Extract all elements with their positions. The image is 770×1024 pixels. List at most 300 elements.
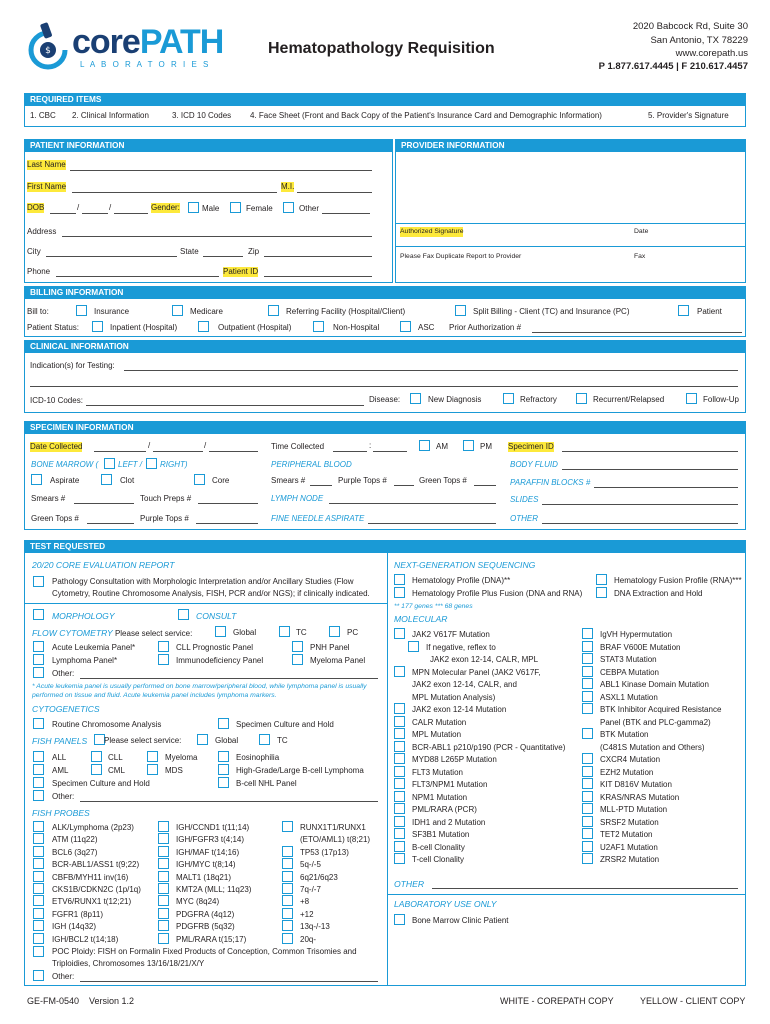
male-label: Male	[202, 204, 220, 213]
phone-field[interactable]	[56, 276, 219, 277]
zip-field[interactable]	[264, 256, 372, 257]
flow-item-checkbox[interactable]	[158, 641, 169, 652]
ploidy-checkbox[interactable]	[33, 946, 44, 957]
molecular-checkbox[interactable]	[582, 653, 593, 664]
probe-item: KMT2A (MLL; 11q23)	[176, 885, 252, 894]
molecular-checkbox[interactable]	[394, 853, 405, 864]
molecular-checkbox[interactable]	[394, 741, 405, 752]
touch-preps-label: Touch Preps #	[140, 494, 192, 503]
probe-item: RUNX1T1/RUNX1	[300, 823, 366, 832]
flow-note: * Acute leukemia panel is usually performed on bone marrow/peripheral blood, while lymphoma panel is usually performed on tissue and fluid. Acute leukemia panel includes lymphoma markers.	[32, 683, 367, 699]
molecular-item: JAK2 V617F Mutation	[412, 630, 490, 639]
right-label: RIGHT)	[160, 460, 188, 469]
probe-item: +12	[300, 909, 314, 919]
probe-checkbox[interactable]	[33, 908, 44, 919]
refractory-label: Refractory	[520, 395, 557, 404]
lymph-node-field[interactable]	[329, 503, 496, 504]
required-item: 1. CBC	[30, 111, 56, 120]
molecular-checkbox[interactable]	[408, 641, 419, 652]
gender-label: Gender:	[151, 203, 180, 212]
pb-green-tops-field[interactable]	[474, 485, 496, 486]
cyto-item-checkbox[interactable]	[33, 718, 44, 729]
inpatient-label: Inpatient (Hospital)	[110, 323, 178, 332]
touch-preps-field[interactable]	[198, 503, 258, 504]
molecular-checkbox[interactable]	[582, 628, 593, 639]
cyto-item: Routine Chromosome Analysis	[52, 720, 162, 729]
molecular-item: JAK2 exon 12-14, CALR, and	[412, 680, 517, 689]
molecular-item: Panel (BTK and PLC-gamma2)	[600, 717, 711, 727]
molecular-checkbox[interactable]	[582, 666, 593, 677]
bill-to-label: Bill to:	[27, 307, 49, 316]
molecular-checkbox[interactable]	[582, 753, 593, 764]
fish-other-field[interactable]	[80, 801, 378, 802]
body-fluid-label: BODY FLUID	[510, 460, 558, 469]
molecular-item: CXCR4 Mutation	[600, 755, 661, 764]
specimen-other-field[interactable]	[542, 523, 738, 524]
flow-item: Myeloma Panel	[310, 656, 366, 665]
core-eval-checkbox[interactable]	[33, 576, 44, 587]
dob-slash: /	[109, 203, 112, 212]
asc-label: ASC	[418, 323, 435, 332]
lab-use-item: Bone Marrow Clinic Patient	[412, 916, 509, 925]
fish-item: ALL	[52, 753, 67, 762]
molecular-checkbox[interactable]	[394, 728, 405, 739]
molecular-checkbox[interactable]	[582, 678, 593, 689]
probe-checkbox[interactable]	[33, 895, 44, 906]
ngs-item: Hematology Profile (DNA)**	[412, 576, 511, 585]
indications-field-2[interactable]	[30, 386, 738, 387]
ngs-item-checkbox[interactable]	[394, 574, 405, 585]
probe-checkbox[interactable]	[158, 895, 169, 906]
probe-checkbox[interactable]	[33, 920, 44, 931]
molecular-item: ZRSR2 Mutation	[600, 855, 660, 864]
state-label: State	[180, 247, 199, 256]
date-collected-label: Date Collected	[30, 442, 83, 451]
probe-item: CKS1B/CDKN2C (1p/1q)	[52, 885, 141, 894]
outpatient-checkbox[interactable]	[198, 321, 209, 332]
dob-label: DOB	[27, 203, 45, 212]
green-tops-label: Green Tops #	[31, 514, 79, 523]
flow-other-field[interactable]	[80, 678, 378, 679]
probe-checkbox[interactable]	[158, 821, 169, 832]
molecular-checkbox[interactable]	[582, 728, 593, 739]
ngs-title: NEXT-GENERATION SEQUENCING	[394, 560, 536, 570]
flow-item: PNH Panel	[310, 643, 350, 652]
molecular-checkbox[interactable]	[394, 703, 405, 714]
probe-checkbox[interactable]	[158, 833, 169, 844]
probe-other-field[interactable]	[80, 981, 378, 982]
molecular-checkbox[interactable]	[582, 641, 593, 652]
ngs-item: DNA Extraction and Hold	[614, 589, 703, 598]
phone-label: Phone	[27, 267, 51, 276]
fish-item: MDS	[165, 766, 183, 775]
specimen-id-label: Specimen ID	[508, 442, 554, 451]
probe-item: IGH/FGFR3 t(4;14)	[176, 835, 245, 845]
asc-checkbox[interactable]	[400, 321, 411, 332]
flow-item-checkbox[interactable]	[33, 641, 44, 652]
probe-item: BCL6 (3q27)	[52, 847, 98, 857]
probe-item: 5q-/-5	[300, 860, 321, 870]
slides-label: SLIDES	[510, 495, 539, 504]
probe-item: MALT1 (18q21)	[176, 872, 231, 882]
non-hospital-checkbox[interactable]	[313, 321, 324, 332]
probe-checkbox[interactable]	[282, 895, 293, 906]
dob-year[interactable]	[114, 213, 148, 214]
probe-checkbox[interactable]	[33, 833, 44, 844]
molecular-item: TET2 Mutation	[600, 830, 653, 839]
follow-up-checkbox[interactable]	[686, 393, 697, 404]
molecular-checkbox[interactable]	[582, 841, 593, 852]
molecular-item: IDH1 and 2 Mutation	[412, 817, 486, 827]
probe-checkbox[interactable]	[158, 920, 169, 931]
probe-item: MYC (8q24)	[176, 897, 220, 907]
pm-checkbox[interactable]	[463, 440, 474, 451]
pb-green-tops-label: Green Tops #	[419, 476, 467, 485]
probe-checkbox[interactable]	[158, 858, 169, 869]
time-colon: :	[369, 441, 372, 450]
molecular-checkbox[interactable]	[582, 791, 593, 802]
specimen-id-field[interactable]	[562, 451, 738, 452]
ngs-note: ** 177 genes *** 68 genes	[394, 603, 473, 610]
am-checkbox[interactable]	[419, 440, 430, 451]
fish-probes-title: FISH PROBES	[32, 808, 90, 818]
cyto-title: CYTOGENETICS	[32, 704, 100, 714]
aspirate-checkbox[interactable]	[31, 474, 42, 485]
medicare-checkbox[interactable]	[172, 305, 183, 316]
recurrent-checkbox[interactable]	[576, 393, 587, 404]
pb-purple-tops-field[interactable]	[394, 485, 414, 486]
last-name-field[interactable]	[70, 170, 372, 171]
molecular-item: KRAS/NRAS Mutation	[600, 792, 680, 802]
morphology-label: MORPHOLOGY	[52, 611, 115, 621]
ngs-item: Hematology Profile Plus Fusion (DNA and RNA)	[412, 589, 583, 598]
probe-checkbox[interactable]	[33, 858, 44, 869]
insurance-checkbox[interactable]	[76, 305, 87, 316]
flow-item-checkbox[interactable]	[33, 654, 44, 665]
body-fluid-field[interactable]	[562, 469, 738, 470]
molecular-checkbox[interactable]	[582, 816, 593, 827]
smears-field[interactable]	[74, 503, 134, 504]
probe-checkbox[interactable]	[158, 933, 169, 944]
molecular-item: CALR Mutation	[412, 717, 467, 727]
molecular-checkbox[interactable]	[394, 778, 405, 789]
brand-sub: L A B O R A T O R I E S	[80, 60, 211, 69]
probe-item: IGH/CCND1 t(11;14)	[176, 823, 250, 832]
ngs-other-field[interactable]	[432, 888, 738, 889]
fish-item-checkbox[interactable]	[33, 751, 44, 762]
flow-item-checkbox[interactable]	[292, 641, 303, 652]
molecular-item: FLT3/NPM1 Mutation	[412, 780, 488, 789]
molecular-item: EZH2 Mutation	[600, 767, 654, 777]
outpatient-label: Outpatient (Hospital)	[218, 323, 292, 332]
probe-checkbox[interactable]	[33, 933, 44, 944]
probe-item: CBFB/MYH11 inv(16)	[52, 872, 129, 882]
probe-checkbox[interactable]	[282, 920, 293, 931]
molecular-checkbox[interactable]	[582, 828, 593, 839]
probe-checkbox[interactable]	[282, 883, 293, 894]
peripheral-blood-label: PERIPHERAL BLOOD	[271, 460, 352, 469]
fish-item-checkbox[interactable]	[218, 751, 229, 762]
aspirate-label: Aspirate	[50, 476, 80, 485]
fish-global-checkbox[interactable]	[197, 734, 208, 745]
probe-checkbox[interactable]	[33, 871, 44, 882]
probe-checkbox[interactable]	[33, 846, 44, 857]
first-name-field[interactable]	[72, 192, 277, 193]
city-field[interactable]	[46, 256, 177, 257]
required-items-header: REQUIRED ITEMS	[24, 93, 746, 106]
probe-item: 20q-	[300, 934, 317, 944]
fish-tc-checkbox[interactable]	[259, 734, 270, 745]
dob-day[interactable]	[82, 213, 108, 214]
prior-auth-field[interactable]	[532, 332, 742, 333]
probe-item: 6q21/6q23	[300, 872, 338, 882]
specimen-header: SPECIMEN INFORMATION	[24, 421, 746, 434]
fish-item-checkbox[interactable]	[91, 764, 102, 775]
time-collected-label: Time Collected	[271, 442, 325, 451]
fish-item-checkbox[interactable]	[91, 751, 102, 762]
probe-checkbox[interactable]	[33, 821, 44, 832]
mi-field[interactable]	[297, 192, 372, 193]
molecular-item: MPL Mutation	[412, 730, 462, 739]
ngs-item-checkbox[interactable]	[596, 587, 607, 598]
female-checkbox[interactable]	[230, 202, 241, 213]
probe-item: ATM (11q22)	[52, 835, 98, 845]
probe-checkbox[interactable]	[282, 821, 293, 832]
molecular-checkbox[interactable]	[394, 828, 405, 839]
probe-checkbox[interactable]	[158, 871, 169, 882]
molecular-item: PML/RARA (PCR)	[412, 805, 477, 814]
time-minute[interactable]	[373, 451, 407, 452]
medicare-label: Medicare	[190, 307, 223, 316]
lab-use-title: LABORATORY USE ONLY	[394, 899, 497, 909]
patient-bill-checkbox[interactable]	[678, 305, 689, 316]
pb-purple-tops-label: Purple Tops #	[338, 476, 387, 485]
female-label: Female	[246, 204, 273, 213]
fna-label: FINE NEEDLE ASPIRATE	[271, 514, 365, 523]
split-billing-label: Split Billing - Client (TC) and Insurance (PC)	[473, 307, 630, 316]
molecular-item: IgVH Hypermutation	[600, 630, 673, 639]
molecular-item: ASXL1 Mutation	[600, 692, 658, 702]
fish-tc-label: TC	[277, 736, 288, 745]
molecular-checkbox[interactable]	[394, 716, 405, 727]
molecular-checkbox[interactable]	[394, 753, 405, 764]
probe-other-checkbox[interactable]	[33, 970, 44, 981]
core-eval-title: 20/20 CORE EVALUATION REPORT	[32, 560, 175, 570]
fax-label: Fax	[634, 253, 646, 260]
molecular-item: KIT D816V Mutation	[600, 780, 672, 789]
probe-checkbox[interactable]	[158, 846, 169, 857]
probe-item: +8	[300, 897, 310, 907]
morphology-checkbox[interactable]	[33, 609, 44, 620]
logo-mark-icon	[26, 20, 70, 72]
fish-service-label: Please select service:	[104, 736, 182, 745]
fish-item-checkbox[interactable]	[218, 777, 229, 788]
molecular-checkbox[interactable]	[394, 628, 405, 639]
consult-checkbox[interactable]	[178, 609, 189, 620]
probe-item: PDGFRA (4q12)	[176, 909, 235, 919]
ngs-item: Hematology Fusion Profile (RNA)***	[614, 576, 742, 585]
molecular-item: BTK Inhibitor Acquired Resistance	[600, 705, 722, 714]
address-field[interactable]	[62, 236, 372, 237]
molecular-item: BRAF V600E Mutation	[600, 642, 681, 652]
referring-facility-checkbox[interactable]	[268, 305, 279, 316]
date-collected-year[interactable]	[209, 451, 258, 452]
fish-item: Eosinophilia	[236, 753, 280, 762]
molecular-item: If negative, reflex to	[426, 642, 496, 652]
fish-item: Myeloma	[165, 753, 198, 762]
probe-checkbox[interactable]	[282, 871, 293, 882]
flow-item-checkbox[interactable]	[158, 654, 169, 665]
split-billing-checkbox[interactable]	[455, 305, 466, 316]
address-line2: San Antonio, TX 78229	[650, 35, 748, 46]
address-phone: P 1.877.617.4445 | F 210.617.4457	[598, 61, 748, 72]
paraffin-field[interactable]	[594, 487, 738, 488]
icd-field[interactable]	[86, 405, 364, 406]
inpatient-checkbox[interactable]	[92, 321, 103, 332]
white-copy-label: WHITE - COREPATH COPY	[500, 996, 614, 1006]
left-checkbox[interactable]	[104, 458, 115, 469]
green-tops-field[interactable]	[87, 523, 134, 524]
molecular-item: STAT3 Mutation	[600, 655, 657, 664]
fish-panels-title: FISH PANELS	[32, 736, 88, 746]
probe-checkbox[interactable]	[282, 846, 293, 857]
pb-smears-field[interactable]	[310, 485, 332, 486]
probe-item: 7q-/-7	[300, 885, 321, 894]
probe-item: FGFR1 (8p11)	[52, 909, 103, 919]
paraffin-label: PARAFFIN BLOCKS #	[510, 478, 591, 487]
form-number: GE-FM-0540	[27, 996, 80, 1006]
svg-text:$: $	[45, 46, 51, 56]
authorized-signature-label: Authorized Signature	[400, 228, 464, 235]
fish-item-checkbox[interactable]	[33, 777, 44, 788]
insurance-label: Insurance	[94, 307, 130, 316]
molecular-checkbox[interactable]	[394, 666, 405, 677]
molecular-checkbox[interactable]	[582, 691, 593, 702]
molecular-checkbox[interactable]	[582, 778, 593, 789]
molecular-item: SRSF2 Mutation	[600, 817, 659, 827]
purple-tops-field[interactable]	[196, 523, 258, 524]
core-checkbox[interactable]	[194, 474, 205, 485]
fish-item-checkbox[interactable]	[33, 764, 44, 775]
fish-item: AML	[52, 766, 69, 775]
ngs-item-checkbox[interactable]	[394, 587, 405, 598]
other-gender-field[interactable]	[322, 213, 370, 214]
brand-path: PATH	[139, 23, 224, 61]
fish-item-checkbox[interactable]	[147, 751, 158, 762]
molecular-checkbox[interactable]	[582, 766, 593, 777]
ngs-item-checkbox[interactable]	[596, 574, 607, 585]
male-checkbox[interactable]	[188, 202, 199, 213]
probe-checkbox[interactable]	[282, 908, 293, 919]
dob-month[interactable]	[50, 213, 76, 214]
molecular-checkbox[interactable]	[582, 803, 593, 814]
clot-checkbox[interactable]	[101, 474, 112, 485]
disease-label: Disease:	[369, 395, 401, 404]
flow-global-checkbox[interactable]	[215, 626, 226, 637]
date-collected-day[interactable]	[153, 451, 203, 452]
probe-checkbox[interactable]	[282, 858, 293, 869]
tests-header: TEST REQUESTED	[24, 540, 746, 553]
logo	[26, 18, 226, 76]
probe-checkbox[interactable]	[282, 933, 293, 944]
probe-checkbox[interactable]	[33, 883, 44, 894]
probe-item: IGH/MYC t(8;14)	[176, 860, 236, 870]
consult-label: CONSULT	[196, 611, 237, 621]
molecular-item: JAK2 exon 12-14, CALR, MPL	[430, 655, 539, 664]
molecular-checkbox[interactable]	[394, 803, 405, 814]
flow-pc-checkbox[interactable]	[329, 626, 340, 637]
required-item: 4. Face Sheet (Front and Back Copy of the Patient's Insurance Card and Demographic Information)	[250, 111, 602, 120]
fax-note: Please Fax Duplicate Report to Provider	[400, 253, 522, 260]
first-name-label: First Name	[27, 182, 67, 191]
dob-slash: /	[77, 203, 80, 212]
fish-item-checkbox[interactable]	[147, 764, 158, 775]
fish-other-label: Other:	[52, 792, 75, 801]
flow-other-label: Other:	[52, 669, 75, 678]
patient-id-field[interactable]	[264, 276, 372, 277]
molecular-checkbox[interactable]	[394, 791, 405, 802]
fish-item: Specimen Culture and Hold	[52, 779, 150, 788]
patient-header: PATIENT INFORMATION	[24, 139, 393, 152]
molecular-item: BTK Mutation	[600, 730, 649, 739]
new-diagnosis-checkbox[interactable]	[410, 393, 421, 404]
refractory-checkbox[interactable]	[503, 393, 514, 404]
required-item: 3. ICD 10 Codes	[172, 111, 232, 120]
molecular-checkbox[interactable]	[394, 766, 405, 777]
date-collected-month[interactable]	[94, 451, 146, 452]
fish-item: CLL	[108, 753, 123, 762]
fna-field[interactable]	[368, 523, 496, 524]
fish-item-checkbox[interactable]	[218, 764, 229, 775]
flow-title: FLOW CYTOMETRY	[32, 628, 113, 638]
molecular-item: U2AF1 Mutation	[600, 842, 658, 852]
probe-checkbox[interactable]	[158, 908, 169, 919]
lab-use-checkbox[interactable]	[394, 914, 405, 925]
probe-item: 13q-/-13	[300, 922, 330, 932]
flow-item-checkbox[interactable]	[292, 654, 303, 665]
molecular-item: B-cell Clonality	[412, 842, 465, 852]
follow-up-label: Follow-Up	[703, 395, 740, 404]
provider-header: PROVIDER INFORMATION	[395, 139, 746, 152]
prior-auth-label: Prior Authorization #	[449, 323, 522, 332]
molecular-checkbox[interactable]	[582, 703, 593, 714]
probe-checkbox[interactable]	[158, 883, 169, 894]
right-checkbox[interactable]	[146, 458, 157, 469]
am-label: AM	[436, 442, 448, 451]
state-field[interactable]	[203, 256, 243, 257]
purple-tops-label: Purple Tops #	[140, 514, 189, 523]
molecular-checkbox[interactable]	[582, 853, 593, 864]
other-gender-label: Other	[299, 204, 320, 213]
flow-item: Immunodeficiency Panel	[176, 656, 264, 665]
probe-item: PDGFRB (5q32)	[176, 922, 235, 932]
flow-tc-checkbox[interactable]	[279, 626, 290, 637]
molecular-checkbox[interactable]	[394, 841, 405, 852]
cyto-item-checkbox[interactable]	[218, 718, 229, 729]
pb-smears-label: Smears #	[271, 476, 306, 485]
other-gender-checkbox[interactable]	[283, 202, 294, 213]
indications-field[interactable]	[124, 370, 738, 371]
molecular-item: MPL Mutation Analysis)	[412, 692, 496, 702]
fish-other-checkbox[interactable]	[33, 790, 44, 801]
slides-field[interactable]	[542, 504, 738, 505]
flow-other-checkbox[interactable]	[33, 667, 44, 678]
specimen-other-label: OTHER	[510, 514, 538, 523]
clot-label: Clot	[120, 476, 135, 485]
molecular-checkbox[interactable]	[394, 816, 405, 827]
page-title: Hematopathology Requisition	[268, 40, 495, 57]
time-hour[interactable]	[333, 451, 367, 452]
